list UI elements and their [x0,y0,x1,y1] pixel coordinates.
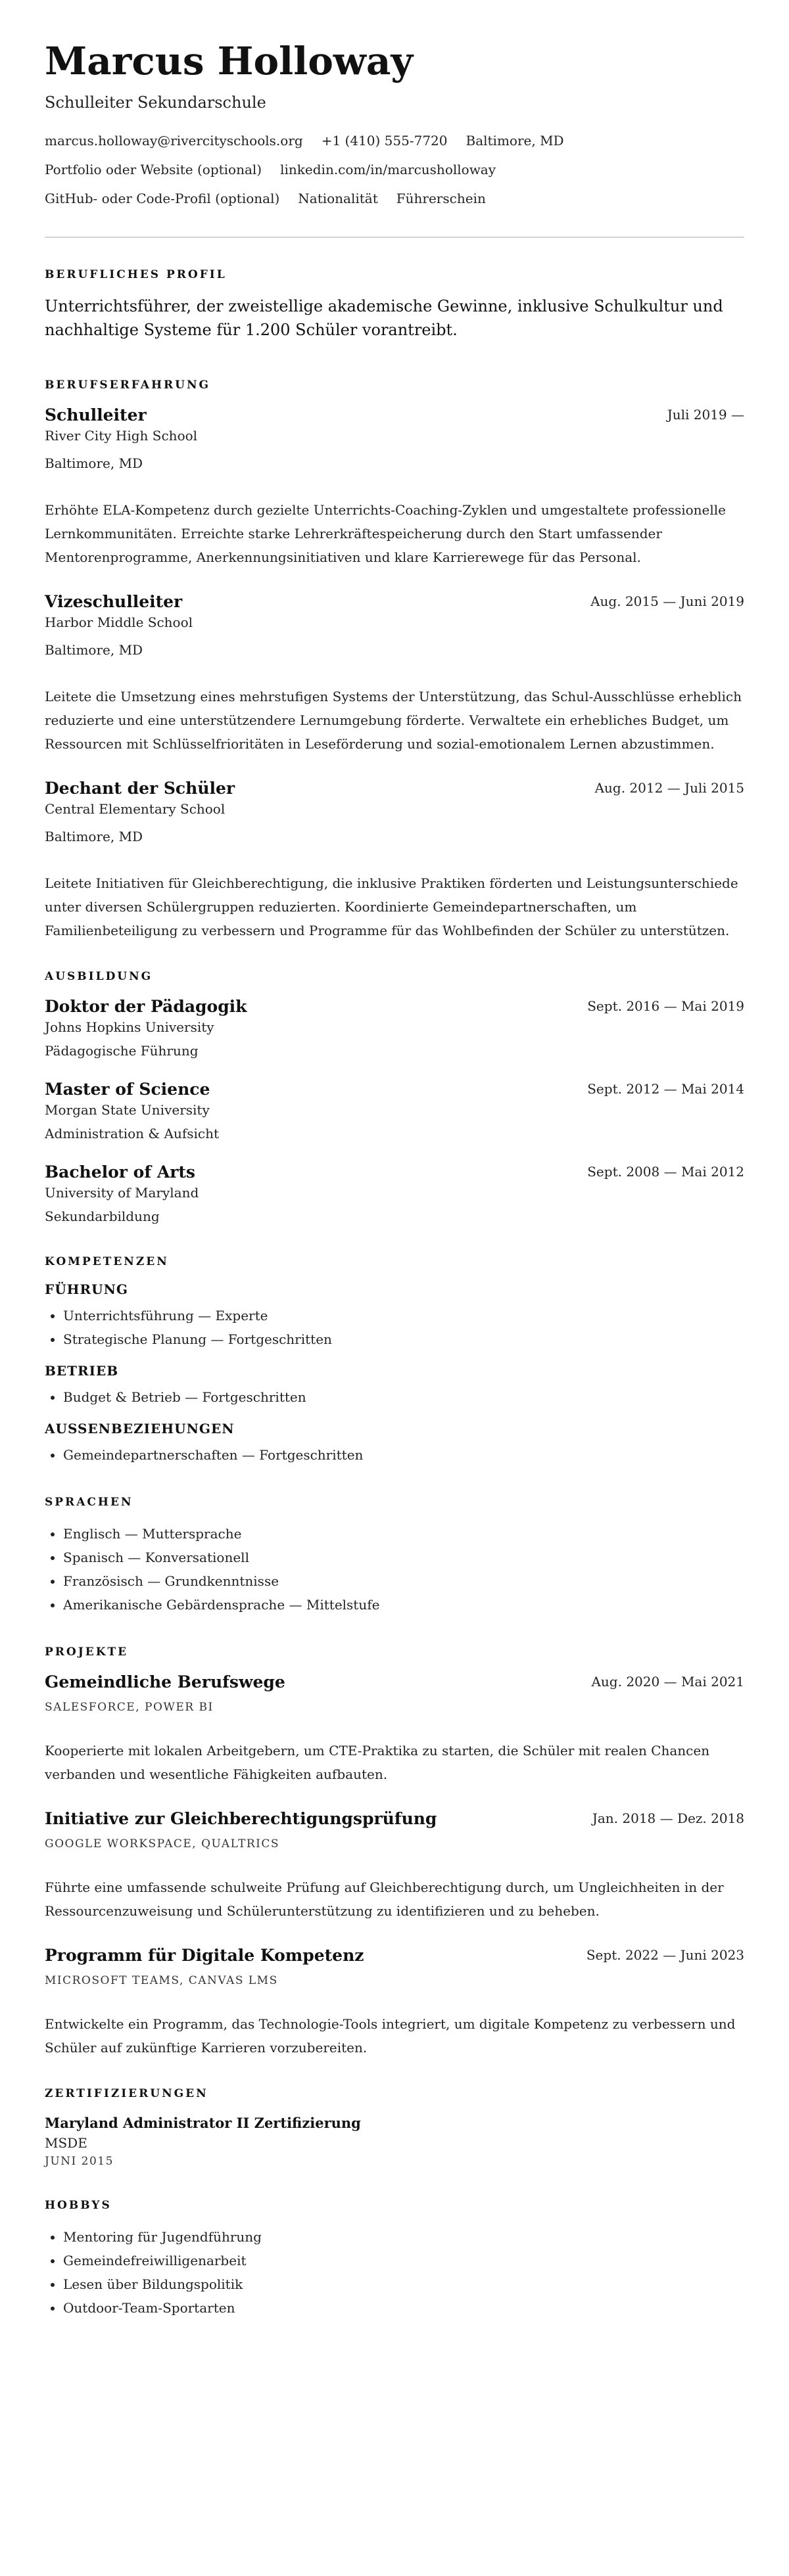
header-divider [45,237,744,238]
certification-issuer: MSDE [45,2135,87,2151]
job-dates: Juli 2019 — [667,407,744,423]
section-title-experience: BERUFSERFAHRUNG [45,379,211,392]
contact-line-3 [45,189,744,208]
job-entry [45,778,744,942]
hobby-item: • Outdoor-Team-Sportarten [63,2296,744,2320]
project-entry [45,1945,744,2059]
contact-nationality: Nationalität [298,191,378,206]
skill-group-title: FÜHRUNG [45,1281,128,1297]
contact-line-2 [45,160,744,179]
language-item: • Englisch — Muttersprache [63,1522,744,1546]
job-role: Schulleiter [45,405,147,425]
section-title-projects: PROJEKTE [45,1645,129,1659]
skill-group-title: AUSSENBEZIEHUNGEN [45,1421,235,1437]
contact-phone[interactable]: +1 (410) 555-7720 [321,133,448,149]
language-item: • Amerikanische Gebärdensprache — Mittelstufe [63,1593,744,1617]
section-title-education: AUSBILDUNG [45,970,153,983]
project-dates: Jan. 2018 — Dez. 2018 [592,1810,744,1826]
job-location: Baltimore, MD [45,455,143,471]
project-entry [45,1672,744,1786]
project-dates: Aug. 2020 — Mai 2021 [591,1674,744,1690]
section-title-hobbies: HOBBYS [45,2199,112,2212]
job-description: Erhöhte ELA-Kompetenz durch gezielte Unterrichts-Coaching-Zyklen und umgestaltete professionelle Lernkommunitäten. Erreichte starke Lehrerkräftespeicherung durch den Start umfassender Mentorenprogramme, Anerkennungsinitiativen und klare Karrierewege für das Personal. [45,502,727,565]
project-tools: SALESFORCE, POWER BI [45,1701,214,1714]
job-role: Dechant der Schüler [45,779,235,798]
certification-name: Maryland Administrator II Zertifizierung [45,2115,361,2131]
job-dates: Aug. 2012 — Juli 2015 [594,780,744,796]
job-description: Leitete Initiativen für Gleichberechtigung, die inklusive Praktiken förderten und Leistungsunterschiede unter diversen Schülergruppen reduzierten. Koordinierte Gemeindepartnerschaften, um Familienbeteiligung zu verbessern und Programme für das Wohlbefinden der Schüler zu unterstützen. [45,875,738,938]
education-field: Pädagogische Führung [45,1043,199,1059]
education-school: Johns Hopkins University [45,1019,214,1035]
profile-text: Unterrichtsführer, der zweistellige akademische Gewinne, inklusive Schulkultur und nachhaltige Systeme für 1.200 Schüler vorantreibt. [45,297,723,339]
contact-email[interactable]: marcus.holloway@rivercityschools.org [45,133,303,149]
contact-drivers-license: Führerschein [396,191,486,206]
skill-list [45,1385,744,1409]
education-school: Morgan State University [45,1102,210,1118]
contact-github: GitHub- oder Code-Profil (optional) [45,191,280,206]
education-dates: Sept. 2008 — Mai 2012 [587,1164,744,1180]
education-entry [45,1079,744,1143]
job-organization: River City High School [45,428,198,444]
language-item: • Spanisch — Konversationell [63,1546,744,1569]
skill-list [45,1304,744,1351]
contact-line-1 [45,131,744,150]
job-organization: Harbor Middle School [45,614,193,630]
project-tools: GOOGLE WORKSPACE, QUALTRICS [45,1837,280,1851]
hobby-item: • Mentoring für Jugendführung [63,2225,744,2249]
project-description: Führte eine umfassende schulweite Prüfung auf Gleichberechtigung durch, um Ungleichheiten in der Ressourcenzuweisung und Schülerunterstützung zu identifizieren und zu beheben. [45,1879,724,1919]
project-description: Kooperierte mit lokalen Arbeitgebern, um CTE-Praktika zu starten, die Schüler mit realen Chancen verbanden und wesentliche Fähigkeiten aufbauten. [45,1743,710,1782]
skill-item: • Strategische Planung — Fortgeschritten [63,1327,744,1351]
education-dates: Sept. 2016 — Mai 2019 [587,998,744,1014]
education-degree: Doktor der Pädagogik [45,997,247,1016]
job-organization: Central Elementary School [45,801,226,817]
project-tools: MICROSOFT TEAMS, CANVAS LMS [45,1974,278,1987]
project-name: Programm für Digitale Kompetenz [45,1946,364,1965]
education-entry [45,1162,744,1226]
hobby-list [45,2225,744,2320]
hobby-item: • Gemeindefreiwilligenarbeit [63,2249,744,2272]
skill-item: • Unterrichtsführung — Experte [63,1304,744,1327]
hobby-item: • Lesen über Bildungspolitik [63,2272,744,2296]
project-name: Initiative zur Gleichberechtigungsprüfung [45,1809,437,1828]
contact-location: Baltimore, MD [466,133,564,149]
project-dates: Sept. 2022 — Juni 2023 [586,1947,744,1963]
education-field: Sekundarbildung [45,1208,160,1224]
education-school: University of Maryland [45,1185,199,1201]
contact-linkedin[interactable]: linkedin.com/in/marcusholloway [280,162,496,177]
job-dates: Aug. 2015 — Juni 2019 [590,593,744,609]
job-entry [45,405,744,569]
project-name: Gemeindliche Berufswege [45,1672,285,1691]
skill-item: • Gemeindepartnerschaften — Fortgeschritten [63,1443,744,1467]
skill-group-title: BETRIEB [45,1363,119,1379]
candidate-headline: Schulleiter Sekundarschule [45,93,266,112]
skill-item: • Budget & Betrieb — Fortgeschritten [63,1385,744,1409]
section-title-certifications: ZERTIFIZIERUNGEN [45,2087,208,2100]
job-description: Leitete die Umsetzung eines mehrstufigen Systems der Unterstützung, das Schul-Ausschlüsse erheblich reduzierte und eine unterstützendere Lernumgebung förderte. Verwaltete ein erhebliches Budget, um Ressourcen mit Schlüsselfrioritäten in Leseförderung und sozial-emotionalem Lernen abzustimmen. [45,689,742,752]
section-title-profile: BERUFLICHES PROFIL [45,268,227,281]
education-dates: Sept. 2012 — Mai 2014 [587,1081,744,1097]
job-location: Baltimore, MD [45,829,143,844]
job-entry [45,591,744,756]
education-field: Administration & Aufsicht [45,1126,220,1141]
certification-entry [45,2113,744,2170]
education-entry [45,996,744,1061]
language-list [45,1522,744,1617]
candidate-name: Marcus Holloway [45,39,414,83]
project-description: Entwickelte ein Programm, das Technologie-Tools integriert, um digitale Kompetenz zu verbessern und Schüler auf zukünftige Karrieren vorzubereiten. [45,2016,736,2056]
certification-date: JUNI 2015 [45,2155,114,2168]
education-degree: Master of Science [45,1080,210,1099]
language-item: • Französisch — Grundkenntnisse [63,1569,744,1593]
section-title-languages: SPRACHEN [45,1496,133,1509]
section-title-skills: KOMPETENZEN [45,1255,169,1268]
job-role: Vizeschulleiter [45,592,183,611]
job-location: Baltimore, MD [45,642,143,658]
contact-portfolio: Portfolio oder Website (optional) [45,162,262,177]
education-degree: Bachelor of Arts [45,1162,196,1182]
skill-list [45,1443,744,1467]
project-entry [45,1808,744,1923]
